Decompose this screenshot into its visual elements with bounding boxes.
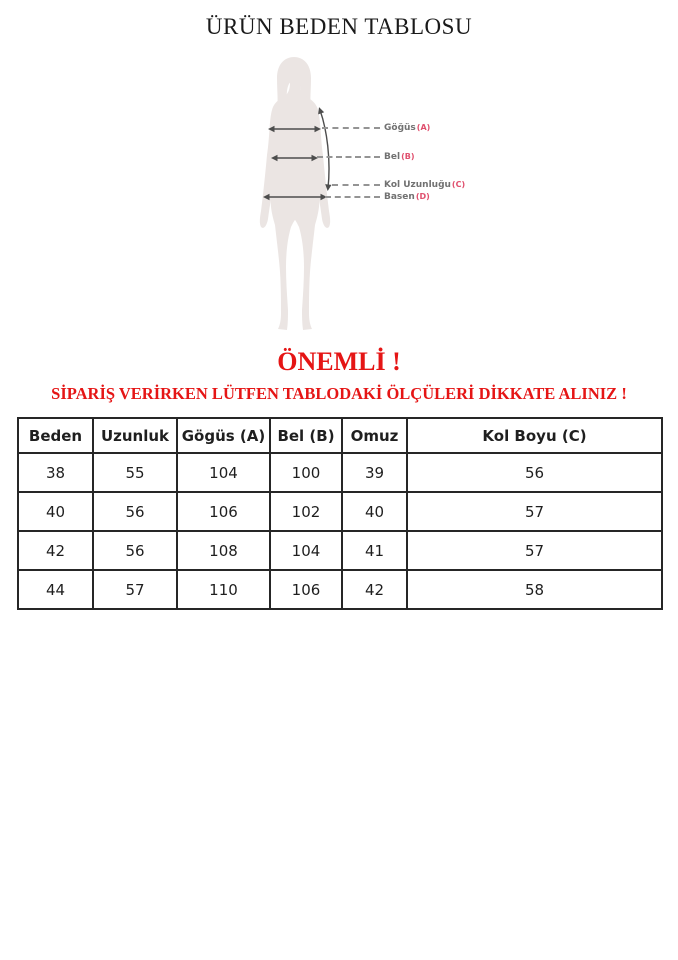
cell-gogus: 108 xyxy=(177,531,270,570)
cell-omuz: 40 xyxy=(342,492,407,531)
header-bel: Bel (B) xyxy=(270,418,342,453)
header-beden: Beden xyxy=(18,418,93,453)
size-table xyxy=(17,417,663,610)
cell-beden: 42 xyxy=(18,531,93,570)
measurement-label-hip-text: Basen xyxy=(384,192,415,202)
cell-omuz: 41 xyxy=(342,531,407,570)
body-measurement-diagram xyxy=(250,55,350,335)
cell-kol-boyu: 58 xyxy=(407,570,662,609)
cell-uzunluk: 56 xyxy=(93,492,177,531)
hip-connector-line xyxy=(325,196,380,198)
measurement-label-arm xyxy=(384,180,465,190)
cell-kol-boyu: 57 xyxy=(407,492,662,531)
cell-uzunluk: 57 xyxy=(93,570,177,609)
measurement-label-chest-text: Göğüs xyxy=(384,123,416,133)
cell-kol-boyu: 56 xyxy=(407,453,662,492)
measurement-label-hip-letter: (D) xyxy=(415,192,430,201)
arm-connector-line xyxy=(332,184,380,186)
woman-silhouette-head xyxy=(285,59,303,84)
size-row-42 xyxy=(18,531,662,570)
cell-beden: 38 xyxy=(18,453,93,492)
header-uzunluk: Uzunluk xyxy=(93,418,177,453)
chest-connector-line xyxy=(322,127,380,129)
size-table-header-row xyxy=(18,418,662,453)
waist-connector-line xyxy=(317,156,380,158)
measurement-label-chest xyxy=(384,123,430,133)
measurement-label-waist-text: Bel xyxy=(384,152,401,162)
important-heading: ÖNEMLİ ! xyxy=(277,347,401,376)
cell-gogus: 106 xyxy=(177,492,270,531)
header-omuz: Omuz xyxy=(342,418,407,453)
cell-uzunluk: 56 xyxy=(93,531,177,570)
size-row-44 xyxy=(18,570,662,609)
measurement-label-arm-letter: (C) xyxy=(451,180,466,189)
cell-bel: 104 xyxy=(270,531,342,570)
header-gogus: Gögüs (A) xyxy=(177,418,270,453)
cell-kol-boyu: 57 xyxy=(407,531,662,570)
measurement-label-waist xyxy=(384,152,414,162)
size-row-40 xyxy=(18,492,662,531)
measurement-label-hip xyxy=(384,192,430,202)
header-kol-boyu: Kol Boyu (C) xyxy=(407,418,662,453)
cell-gogus: 104 xyxy=(177,453,270,492)
cell-uzunluk: 55 xyxy=(93,453,177,492)
cell-bel: 106 xyxy=(270,570,342,609)
measurement-label-arm-text: Kol Uzunluğu xyxy=(384,180,451,190)
cell-bel: 102 xyxy=(270,492,342,531)
cell-omuz: 39 xyxy=(342,453,407,492)
measurement-label-chest-letter: (A) xyxy=(416,123,431,132)
cell-gogus: 110 xyxy=(177,570,270,609)
cell-omuz: 42 xyxy=(342,570,407,609)
woman-silhouette-body xyxy=(260,82,330,330)
measurement-label-waist-letter: (B) xyxy=(401,152,415,161)
page-title: ÜRÜN BEDEN TABLOSU xyxy=(205,14,473,39)
cell-beden: 40 xyxy=(18,492,93,531)
size-row-38 xyxy=(18,453,662,492)
order-warning: SİPARİŞ VERİRKEN LÜTFEN TABLODAKİ ÖLÇÜLERİ DİKKATE ALINIZ ! xyxy=(51,384,627,403)
cell-bel: 100 xyxy=(270,453,342,492)
cell-beden: 44 xyxy=(18,570,93,609)
